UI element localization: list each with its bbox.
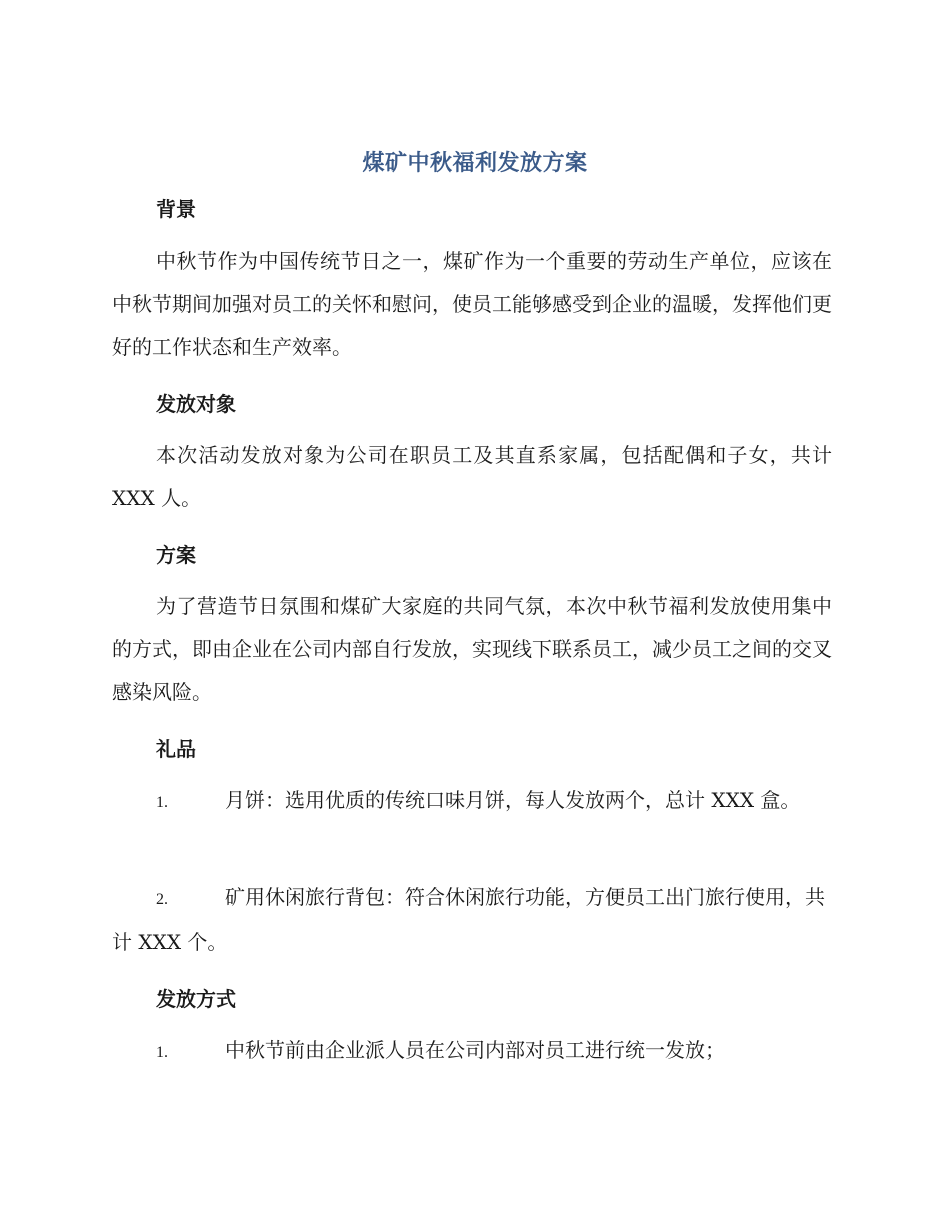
section-body-recipients: 本次活动发放对象为公司在职员工及其直系家属，包括配偶和子女，共计 XXX 人。 [112, 443, 832, 510]
section-heading-gifts: 礼品 [156, 737, 196, 761]
list-item-gift-2 [112, 876, 832, 964]
list-item-number: 1. [156, 1044, 168, 1061]
list-item-text: 中秋节前由企业派人员在公司内部对员工进行统一发放； [225, 1038, 725, 1062]
list-item-number: 2. [156, 891, 168, 908]
list-item-text: 矿用休闲旅行背包：符合休闲旅行功能，方便员工出门旅行使用，共计 XXX 个。 [112, 885, 825, 954]
section-body-background: 中秋节作为中国传统节日之一，煤矿作为一个重要的劳动生产单位，应该在中秋节期间加强对员工的关怀和慰问，使员工能够感受到企业的温暖，发挥他们更好的工作状态和生产效率。 [112, 249, 832, 359]
list-item-text: 月饼：选用优质的传统口味月饼，每人发放两个，总计 XXX 盒。 [225, 788, 801, 812]
section-body-plan: 为了营造节日氛围和煤矿大家庭的共同气氛，本次中秋节福利发放使用集中的方式，即由企业在公司内部自行发放，实现线下联系员工，减少员工之间的交叉感染风险。 [112, 594, 832, 704]
list-item-gift-1 [112, 779, 832, 824]
list-item-distribution-1 [112, 1029, 832, 1074]
document-title: 煤矿中秋福利发放方案 [362, 151, 588, 176]
list-item-number: 1. [156, 794, 168, 811]
section-heading-distribution: 发放方式 [156, 987, 236, 1011]
section-heading-recipients: 发放对象 [156, 392, 236, 416]
section-heading-plan: 方案 [156, 543, 196, 567]
section-heading-background: 背景 [156, 197, 196, 221]
